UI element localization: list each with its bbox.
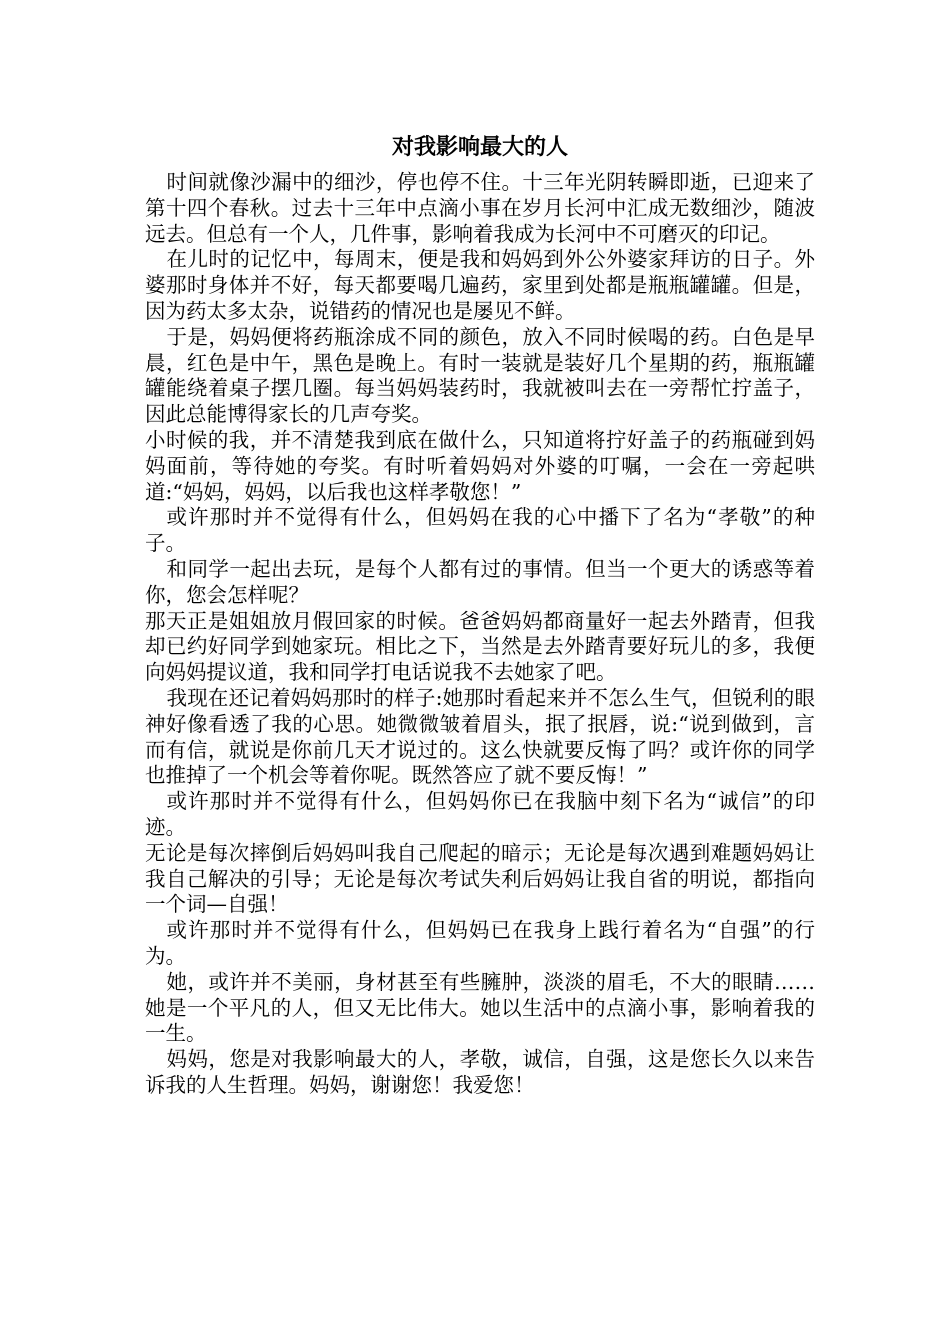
- paragraph: 和同学一起出去玩，是每个人都有过的事情。但当一个更大的诱惑等着你，您会怎样呢？: [145, 556, 815, 607]
- paragraph: 在儿时的记忆中，每周末，便是我和妈妈到外公外婆家拜访的日子。外婆那时身体并不好，每天都要喝几遍药，家里到处都是瓶瓶罐罐。但是，因为药太多太杂，说错药的情况也是屡见不鲜。: [145, 247, 815, 323]
- paragraph: 时间就像沙漏中的细沙，停也停不住。十三年光阴转瞬即逝，已迎来了第十四个春秋。过去十三年中点滴小事在岁月长河中汇成无数细沙，随波远去。但总有一个人，几件事，影响着我成为长河中不可磨灭的印记。: [145, 170, 815, 246]
- paragraph: 那天正是姐姐放月假回家的时候。爸爸妈妈都商量好一起去外踏青，但我却已约好同学到她家玩。相比之下，当然是去外踏青要好玩儿的多，我便向妈妈提议道，我和同学打电话说我不去她家了吧。: [145, 608, 815, 685]
- paragraph: 小时候的我，并不清楚我到底在做什么，只知道将拧好盖子的药瓶碰到妈妈面前，等待她的夸奖。有时听着妈妈对外婆的叮嘱，一会在一旁起哄道:“妈妈，妈妈，以后我也这样孝敬您！”: [145, 427, 815, 504]
- paragraph: 或许那时并不觉得有什么，但妈妈已在我身上践行着名为“自强”的行为。: [145, 918, 815, 968]
- paragraph: 我现在还记着妈妈那时的样子:她那时看起来并不怎么生气，但锐利的眼神好像看透了我的心思。她微微皱着眉头，抿了抿唇，说:“说到做到，言而有信，就说是你前几天才说过的。这么快就要反悔了吗？或许你的同学也推掉了一个机会等着你呢。既然答应了就不要反悔！”: [145, 685, 815, 788]
- paragraph: 她，或许并不美丽，身材甚至有些臃肿，淡淡的眉毛，不大的眼睛……她是一个平凡的人，但又无比伟大。她以生活中的点滴小事，影响着我的一生。: [145, 969, 815, 1046]
- paragraph: 妈妈，您是对我影响最大的人，孝敬，诚信，自强，这是您长久以来告诉我的人生哲理。妈妈，谢谢您！我爱您！: [145, 1047, 815, 1097]
- document-page: [145, 132, 815, 1099]
- paragraph: 或许那时并不觉得有什么，但妈妈你已在我脑中刻下名为“诚信”的印迹。: [145, 789, 815, 839]
- document-body: [145, 170, 815, 1099]
- document-title: 对我影响最大的人: [391, 134, 568, 160]
- paragraph: 或许那时并不觉得有什么，但妈妈在我的心中播下了名为“孝敬”的种子。: [145, 505, 815, 556]
- paragraph: 于是，妈妈便将药瓶涂成不同的颜色，放入不同时候喝的药。白色是早晨，红色是中午，黑色是晚上。有时一装就是装好几个星期的药，瓶瓶罐罐能绕着桌子摆几圈。每当妈妈装药时，我就被叫去在一旁帮忙拧盖子，因此总能博得家长的几声夸奖。: [145, 324, 815, 427]
- paragraph: 无论是每次摔倒后妈妈叫我自己爬起的暗示；无论是每次遇到难题妈妈让我自己解决的引导；无论是每次考试失利后妈妈让我自省的明说，都指向一个词—自强！: [145, 840, 815, 917]
